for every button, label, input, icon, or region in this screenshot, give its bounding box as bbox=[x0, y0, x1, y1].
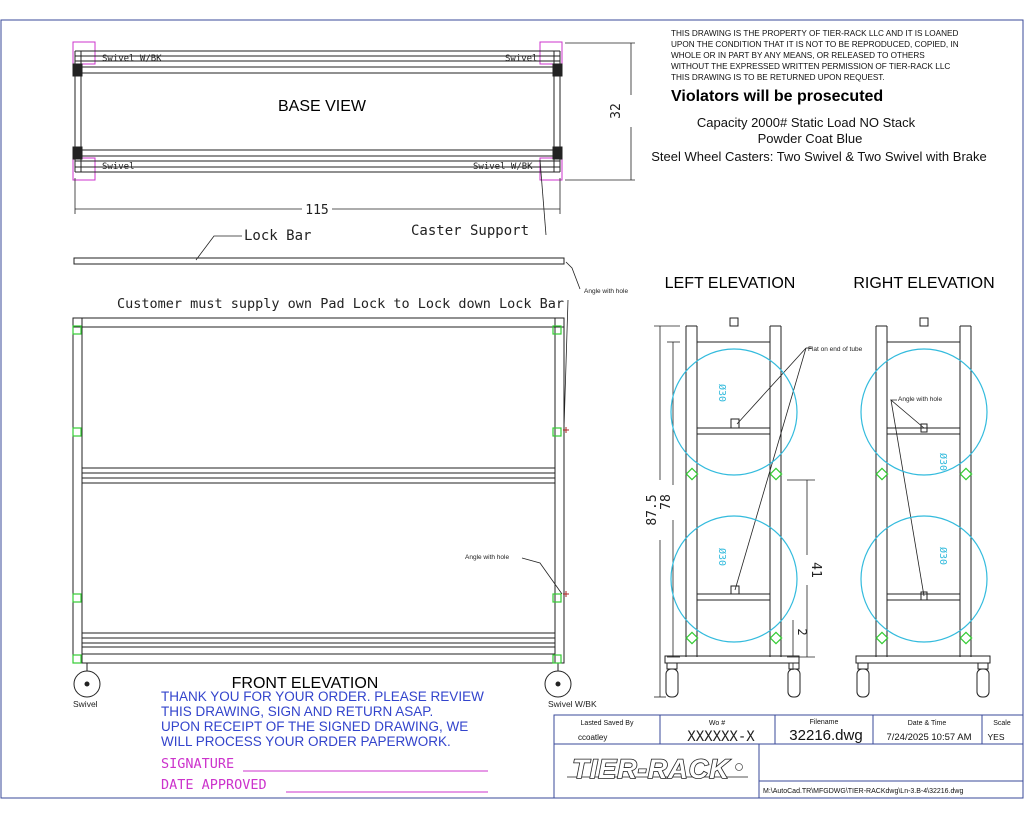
dim-clearance: 2 bbox=[795, 628, 809, 636]
spec-finish: Powder Coat Blue bbox=[757, 131, 863, 146]
lock-bar-angle-note: Angle with hole bbox=[584, 288, 629, 295]
violators-warning: Violators will be prosecuted bbox=[671, 88, 884, 105]
right-green-brackets bbox=[876, 468, 971, 643]
approval-line: THIS DRAWING, SIGN AND RETURN ASAP. bbox=[161, 704, 434, 719]
customer-note: Customer must supply own Pad Lock to Lock down Lock Bar bbox=[117, 296, 565, 312]
front-elevation-title: FRONT ELEVATION bbox=[231, 675, 379, 692]
left-reel-top-dia: Ø30 bbox=[716, 383, 727, 403]
wo-label: Wo # bbox=[708, 720, 726, 727]
specs bbox=[651, 115, 986, 164]
left-elevation bbox=[654, 318, 815, 697]
spec-capacity: Capacity 2000# Static Load NO Stack bbox=[696, 115, 916, 130]
left-reel-bottom-dia: Ø30 bbox=[716, 547, 727, 567]
caster-label-br: Swivel W/BK bbox=[473, 162, 533, 172]
lock-bar-label: Lock Bar bbox=[244, 228, 312, 244]
left-elevation-title: LEFT ELEVATION bbox=[664, 275, 796, 292]
title-block-labels bbox=[581, 719, 1011, 727]
caster-label-bl: Swivel bbox=[102, 162, 135, 172]
front-caster-right-label: Swivel W/BK bbox=[548, 699, 597, 709]
right-reel-bottom-dia: Ø30 bbox=[937, 546, 948, 566]
notice-line: THIS DRAWING IS TO BE RETURNED UPON REQUEST. bbox=[671, 73, 885, 82]
dim-frame-height: 78 bbox=[659, 494, 674, 510]
right-angle-note: Angle with hole bbox=[898, 396, 943, 403]
approval-line: WILL PROCESS YOUR ORDER PAPERWORK. bbox=[161, 734, 451, 749]
spec-casters: Steel Wheel Casters: Two Swivel & Two Swivel with Brake bbox=[651, 149, 987, 164]
saved-by-label: Lasted Saved By bbox=[580, 720, 634, 727]
file-path: M:\AutoCad.TR\MFGDWG\TIER-RACKdwg\Ln-3.B-4\32216.dwg bbox=[763, 788, 964, 795]
wo-value: XXXXXX-X bbox=[687, 729, 755, 745]
scale-label: Scale bbox=[993, 720, 1011, 727]
logo-text: TIER-RACK bbox=[572, 754, 730, 784]
right-reels bbox=[861, 349, 987, 642]
approval-line: THANK YOU FOR YOUR ORDER. PLEASE REVIEW bbox=[161, 689, 484, 704]
left-reels bbox=[671, 349, 797, 642]
saved-by-value: ccoatley bbox=[578, 733, 608, 742]
date-approved-label: DATE APPROVED bbox=[161, 777, 267, 793]
right-reel-top-dia: Ø30 bbox=[937, 452, 948, 472]
left-flat-note: Flat on end of tube bbox=[808, 346, 863, 353]
datetime-label: Date & Time bbox=[907, 720, 947, 727]
front-angle-note: Angle with hole bbox=[465, 554, 510, 561]
approval-message bbox=[161, 689, 484, 749]
front-caster-left-label: Swivel bbox=[73, 699, 98, 709]
caster-label-tl: Swivel W/BK bbox=[102, 54, 162, 64]
caster-label-tr: Swivel bbox=[505, 54, 538, 64]
lock-bar bbox=[74, 236, 580, 289]
caster-support-label: Caster Support bbox=[411, 223, 530, 239]
dim-base-depth: 32 bbox=[609, 103, 624, 119]
sheet-border bbox=[1, 20, 1023, 798]
registered-mark bbox=[736, 764, 743, 771]
front-green-brackets bbox=[73, 326, 561, 663]
signature-label: SIGNATURE bbox=[161, 756, 235, 772]
legal-notice bbox=[671, 29, 959, 82]
notice-line: WITHOUT THE EXPRESSED WRITTEN PERMISSION OF TIER-RACK LLC bbox=[671, 62, 951, 71]
notice-line: WHOLE OR IN PART BY ANY MEANS, OR RELEASED TO OTHERS bbox=[671, 51, 925, 60]
base-view bbox=[73, 42, 635, 235]
filename-label: Filename bbox=[809, 719, 839, 726]
dim-base-width: 115 bbox=[305, 203, 329, 218]
filename-value: 32216.dwg bbox=[789, 727, 863, 744]
right-elevation-title: RIGHT ELEVATION bbox=[853, 275, 995, 292]
dim-overall-height: 87.5 bbox=[645, 494, 660, 526]
scale-value: YES bbox=[987, 732, 1005, 742]
base-view-title: BASE VIEW bbox=[277, 98, 367, 115]
dim-shelf-spacing: 41 bbox=[808, 562, 823, 578]
datetime-value: 7/24/2025 10:57 AM bbox=[886, 732, 972, 743]
approval-line: UPON RECEIPT OF THE SIGNED DRAWING, WE bbox=[161, 719, 469, 734]
notice-line: THIS DRAWING IS THE PROPERTY OF TIER-RACK LLC AND IT IS LOANED bbox=[671, 29, 959, 38]
front-elevation bbox=[73, 300, 571, 697]
tier-rack-logo bbox=[567, 754, 748, 784]
left-green-brackets bbox=[686, 468, 781, 643]
notice-line: UPON THE CONDITION THAT IT IS NOT TO BE REPRODUCED, COPIED, IN bbox=[671, 40, 959, 49]
